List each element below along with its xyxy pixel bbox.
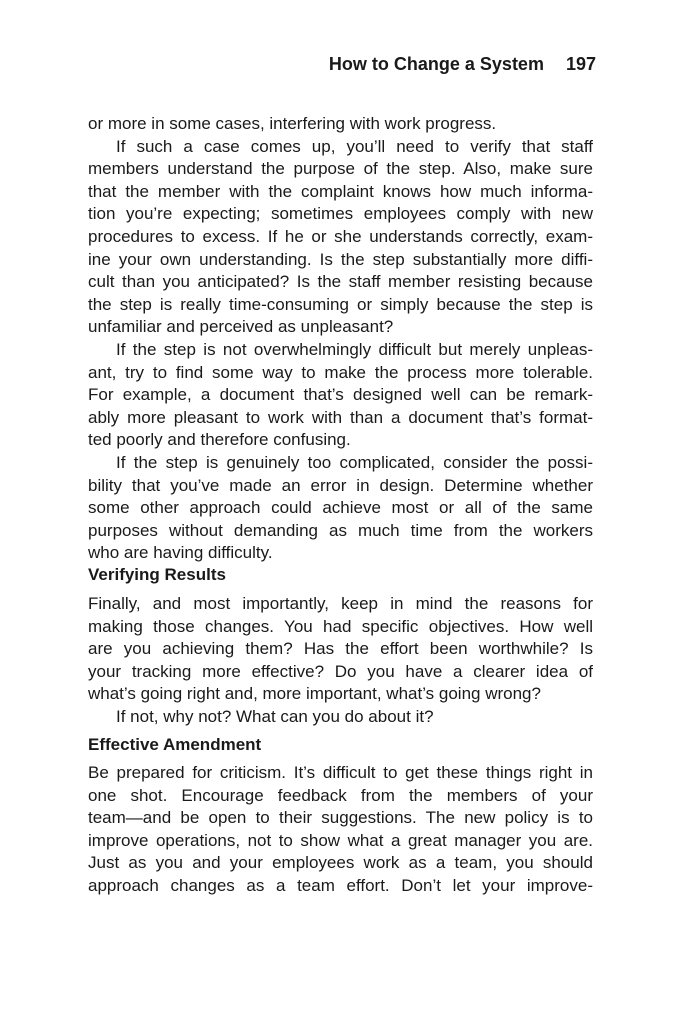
text-line: If the step is not overwhelmingly difficult but merely unpleas- xyxy=(116,339,593,359)
paragraph xyxy=(88,593,593,706)
text-line: team—and be open to their suggestions. The new policy is to xyxy=(88,808,593,828)
text-line: If such a case comes up, you’ll need to verify that staff xyxy=(116,136,593,156)
section-body-verifying-results xyxy=(88,593,593,729)
text-line: some other approach could achieve most or all of the same xyxy=(88,498,593,518)
text-line: purposes without demanding as much time from the workers xyxy=(88,520,593,540)
running-title: How to Change a System xyxy=(328,54,544,74)
section-body-effective-amendment xyxy=(88,762,593,898)
section-heading-verifying-results: Verifying Results xyxy=(88,565,226,584)
text-line: the step is really time-consuming or simply because the step is xyxy=(88,294,593,314)
text-line: ant, try to find some way to make the process more tolerable. xyxy=(88,362,593,382)
paragraph xyxy=(88,113,593,136)
paragraph xyxy=(88,762,593,898)
text-line: If the step is genuinely too complicated, consider the possi- xyxy=(116,452,593,472)
text-line: ted poorly and therefore confusing. xyxy=(88,430,351,450)
text-line: making those changes. You had specific objectives. How well xyxy=(88,616,593,636)
text-line: cult than you anticipated? Is the staff member resisting because xyxy=(88,272,593,292)
text-line: one shot. Encourage feedback from the members of your xyxy=(88,785,593,805)
paragraph xyxy=(88,452,593,565)
text-line: If not, why not? What can you do about it? xyxy=(116,706,434,726)
text-line: improve operations, not to show what a great manager you are. xyxy=(88,830,593,850)
page-number: 197 xyxy=(565,54,596,74)
text-line: tion you’re expecting; sometimes employees comply with new xyxy=(88,204,593,224)
text-line: unfamiliar and perceived as unpleasant? xyxy=(88,317,394,337)
text-line: your tracking more effective? Do you have a clearer idea of xyxy=(88,661,593,681)
text-line: ably more pleasant to work with than a document that’s format- xyxy=(88,407,593,427)
paragraph xyxy=(88,706,593,729)
text-line: what’s going right and, more important, what’s going wrong? xyxy=(88,684,541,704)
text-line: ine your own understanding. Is the step substantially more diffi- xyxy=(88,249,593,269)
text-line: that the member with the complaint knows how much informa- xyxy=(88,181,593,201)
text-line: are you achieving them? Has the effort been worthwhile? Is xyxy=(88,639,593,659)
text-line: Be prepared for criticism. It’s difficult to get these things right in xyxy=(88,763,593,782)
running-header xyxy=(329,54,596,75)
section-body-1 xyxy=(88,113,593,565)
text-line: or more in some cases, interfering with work progress. xyxy=(88,114,497,133)
text-line: who are having difficulty. xyxy=(88,543,273,563)
text-line: procedures to excess. If he or she understands correctly, exam- xyxy=(88,226,593,246)
section-heading-effective-amendment: Effective Amendment xyxy=(88,735,262,754)
text-line: approach changes as a team effort. Don’t let your improve- xyxy=(88,875,593,895)
paragraph xyxy=(88,136,593,339)
text-line: For example, a document that’s designed well can be remark- xyxy=(88,385,593,405)
text-line: bility that you’ve made an error in design. Determine whether xyxy=(88,475,593,495)
text-line: Finally, and most importantly, keep in mind the reasons for xyxy=(88,594,593,613)
paragraph xyxy=(88,339,593,452)
text-line: Just as you and your employees work as a team, you should xyxy=(88,853,593,873)
text-line: members understand the purpose of the step. Also, make sure xyxy=(88,159,593,179)
